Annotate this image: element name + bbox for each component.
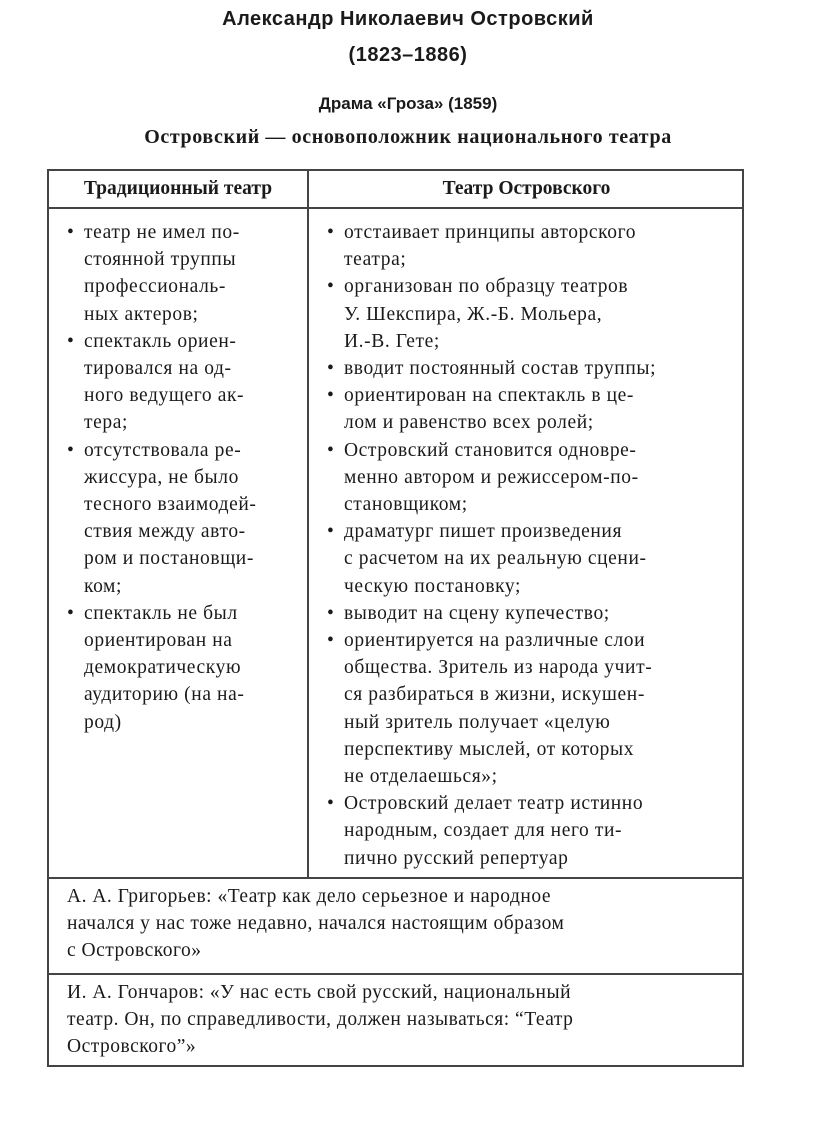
list-item: • театр не имел по- стоянной труппы профессиональ- ных актеров; xyxy=(67,219,293,328)
quote-goncharov: И. А. Гончаров: «У нас есть свой русский, национальный театр. Он, по справедливости, должен называться: “Театр Островского”» xyxy=(49,973,742,1067)
list-item: • ориентируется на различные слои общества. Зритель из народа учит- ся разбираться в жизни, искушен- ный зритель получает «целую перспективу мыслей, от которых не отделаешься»; xyxy=(327,627,726,790)
list-item: • отстаивает принципы авторского театра; xyxy=(327,219,726,273)
column-header-ostrovsky: Театр Островского xyxy=(309,171,744,209)
ostrovsky-theatre-column xyxy=(309,209,744,877)
list-item: • организован по образцу театров У. Шекспира, Ж.-Б. Мольера, И.-В. Гете; xyxy=(327,273,726,355)
quote-grigoriev: А. А. Григорьев: «Театр как дело серьезное и народное начался у нас тоже недавно, начался настоящим образом с Островского» xyxy=(49,877,742,973)
author-years: (1823–1886) xyxy=(348,44,468,66)
column-header-traditional: Традиционный театр xyxy=(49,171,309,209)
list-item: • выводит на сцену купечество; xyxy=(327,600,726,627)
list-item: • отсутствовала ре- жиссура, не было тесного взаимодей- ствия между авто- ром и постановщи- ком; xyxy=(67,437,293,600)
work-title: Драма «Гроза» (1859) xyxy=(318,94,498,113)
list-item: • ориентирован на спектакль в це- лом и равенство всех ролей; xyxy=(327,382,726,436)
traditional-theatre-column xyxy=(49,209,309,877)
comparison-table xyxy=(47,169,744,1067)
list-item: • Островский становится одновре- менно автором и режиссером-по- становщиком; xyxy=(327,437,726,519)
thesis-heading: Островский — основоположник национального театра xyxy=(144,126,672,148)
list-item: • спектакль не был ориентирован на демократическую аудиторию (на на- род) xyxy=(67,600,293,736)
list-item: • вводит постоянный состав труппы; xyxy=(327,355,726,382)
list-item: • Островский делает театр истинно народным, создает для него ти- пично русский репертуар xyxy=(327,790,726,872)
author-name: Александр Николаевич Островский xyxy=(222,8,594,30)
list-item: • спектакль ориен- тировался на од- ного ведущего ак- тера; xyxy=(67,328,293,437)
list-item: • драматург пишет произведения с расчетом на их реальную сцени- ческую постановку; xyxy=(327,518,726,600)
